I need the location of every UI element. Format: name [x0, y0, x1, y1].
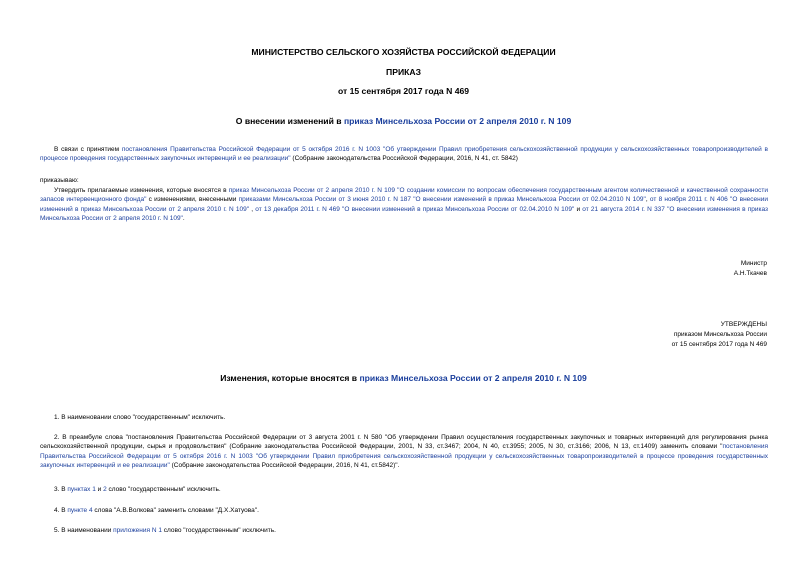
approved-by: приказом Минсельхоза России — [673, 331, 767, 338]
change-item-4 — [40, 506, 768, 515]
changes-title-link[interactable]: приказ Минсельхоза России от 2 апреля 2010 г. N 109 — [359, 373, 587, 383]
approve-paragraph — [40, 186, 768, 224]
order-title-link[interactable]: приказ Минсельхоза России от 2 апреля 2010 г. N 109 — [343, 116, 572, 126]
item-3-text-2: и — [95, 486, 104, 493]
item-4-text-2: слова "А.В.Волкова" заменить словами "Д.Х.Хатуова". — [92, 507, 259, 514]
order-word: приказываю: — [40, 177, 79, 184]
item-3-text-3: слово "государственным" исключить. — [106, 486, 221, 493]
item-2-text-1: 2. В преамбуле слова "постановления Правительства Российской Федерации от 3 августа 2001 г. N 580 "Об утверждении Правил осуществления государственных закупочных и товарных интервенций для регулирования рынка сельскохозяйственной продукции, сырья и продовольствия" (Собрание законодательства Российской Федерации, 2001, N 33, ст.3467; 2004, N 40, ст.3955; 2005, N 30, ст.3166; 2006, N 13, ст.1409) заменить словами " — [40, 434, 768, 451]
changes-title — [0, 373, 807, 384]
order-date-number: от 15 сентября 2017 года N 469 — [337, 86, 470, 96]
ministry-heading: МИНИСТЕРСТВО СЕЛЬСКОГО ХОЗЯЙСТВА РОССИЙСКОЙ ФЕДЕРАЦИИ — [251, 47, 556, 57]
approve-text-4: , — [249, 205, 256, 213]
approve-link-1[interactable]: приказ Минсельхоза России от 2 апреля 2010 г. N 109 "О создании комиссии по вопросам обеспечения государственным агентом количественной и качественной сохранности запасов интервенционного фонда" — [40, 187, 768, 204]
approve-text-1: Утвердить прилагаемые изменения, которые вносятся в — [54, 187, 229, 194]
approve-link-4[interactable]: от 13 декабря 2011 г. N 469 "О внесении изменений в приказ Минсельхоза России от 02.04.2010 N 109" — [255, 205, 575, 213]
changes-title-prefix: Изменения, которые вносятся в — [220, 373, 360, 383]
item-3-link-1[interactable]: пунктах 1 — [67, 486, 96, 493]
signature-name: А.Н.Ткачев — [733, 270, 767, 277]
approved-date: от 15 сентября 2017 года N 469 — [671, 341, 767, 348]
item-5-text-1: 5. В наименовании — [54, 527, 114, 534]
approved-label: УТВЕРЖДЕНЫ — [720, 321, 767, 328]
change-item-1: 1. В наименовании слово "государственным" исключить. — [54, 414, 226, 421]
preamble-paragraph — [40, 145, 768, 164]
item-4-text-1: 4. В — [54, 507, 68, 514]
change-item-2 — [40, 433, 768, 471]
change-item-3 — [40, 485, 768, 494]
signature-position: Министр — [740, 260, 767, 267]
preamble-text-2: (Собрание законодательства Российской Федерации, 2016, N 41, ст. 5842) — [290, 155, 518, 163]
preamble-link[interactable]: постановления Правительства Российской Федерации от 5 октября 2016 г. N 1003 "Об утверждении Правил приобретения сельскохозяйственной продукции у сельскохозяйственных товаропроизводителей в процессе проведения государственных закупочных интервенций и ее реализации" — [40, 146, 768, 163]
approve-text-6: . — [182, 215, 185, 223]
approve-text-2: с изменениями, внесенными — [146, 196, 239, 204]
preamble-text-1: В связи с принятием — [54, 146, 122, 153]
doc-type-heading: ПРИКАЗ — [386, 67, 421, 77]
item-5-link[interactable]: приложения N 1 — [113, 527, 162, 534]
item-4-link[interactable]: пункте 4 — [67, 507, 93, 514]
approve-link-5[interactable]: от 21 августа 2014 г. N 337 "О внесении изменения в приказ Минсельхоза России от 2 апреля 2010 г. N 109" — [40, 205, 768, 223]
approve-text-3: , — [645, 196, 650, 204]
item-3-text-1: 3. В — [54, 486, 68, 493]
item-5-text-2: слово "государственным" исключить. — [161, 527, 276, 534]
item-3-link-2[interactable]: 2 — [103, 486, 107, 493]
approve-link-3[interactable]: от 8 ноября 2011 г. N 406 "О внесении изменений в приказ Минсельхоза России от 2 апреля 2010 г. N 109" — [40, 196, 768, 213]
change-item-5 — [40, 526, 768, 535]
item-2-text-2: (Собрание законодательства Российской Федерации, 2016, N 41, ст.5842)". — [169, 462, 400, 470]
approve-text-5: и — [574, 205, 583, 213]
order-title-prefix: О внесении изменений в — [235, 116, 344, 126]
item-2-link[interactable]: постановления Правительства Российской Федерации от 5 октября 2016 г. N 1003 "Об утверждении Правил приобретения сельскохозяйственной продукции у сельскохозяйственных товаропроизводителей в процессе проведения государственных закупочных интервенций и ее реализации" — [40, 443, 768, 470]
approve-link-2[interactable]: приказами Минсельхоза России от 3 июня 2010 г. N 187 "О внесении изменений в приказ Минсельхоза России от 02.04.2010 N 109" — [238, 196, 646, 204]
order-title — [0, 116, 807, 127]
